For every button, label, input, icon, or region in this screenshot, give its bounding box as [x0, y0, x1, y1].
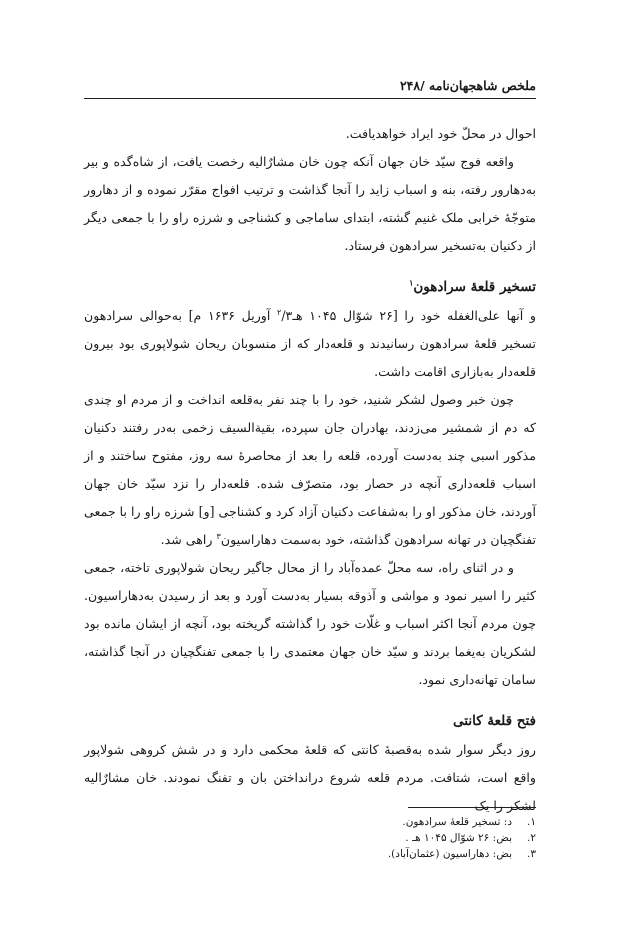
- section-heading: [84, 706, 536, 736]
- footnote-text: بض: ۲۶ شوّال ۱۰۴۵ هـ .: [405, 832, 512, 844]
- footnote-marker: ۲: [277, 307, 282, 317]
- page-body: [84, 120, 536, 820]
- paragraph-text: /۳ آوریل ۱۶۳۶ م] به‌حوالی سرادهون تسخیر قلعهٔ سرادهون رسانیدند و قلعه‌دار که از منسوبان ریحان شولاپوری بود بیرون قلعه‌دار به‌بازاری اقامت داشت.: [84, 308, 536, 379]
- paragraph: احوال در محلّ خود ایراد خواهدیافت.: [345, 126, 536, 141]
- paragraph-text: چون خبر وصول لشکر شنید، خود را با چند نفر به‌قلعه انداخت و از مردم او چندی که دم از شمشیر می‌زدند، بهادران جان سپرده، بقیةالسیف زخمی به‌در رفتند دکنیان مذکور اسبی چند به‌دست آورده، قلعه را بعد از محاصرهٔ سه روز، مفتوح ساختند و از اسباب قلعه‌داری آنچه در حصار بود، متصرّف شده. قلعه‌دار را نزد سیّد خان جهان آوردند، خان مذکور او را به‌شفاعت دکنیان آزاد کرد و کشناجی [و] شرزه راو را با جمعی تفنگچیان در تهانه سرادهون گذاشته، خود به‌سمت دهاراسیون: [84, 392, 536, 547]
- footnote-number: ۲.: [527, 832, 536, 844]
- paragraph-text: و آنها علی‌الغفله خود را [۲۶ شوّال ۱۰۴۵ هـ: [292, 308, 536, 323]
- paragraph: روز دیگر سوار شده به‌قصبهٔ کانتی که قلعهٔ محکمی دارد و در شش کروهی شولاپور واقع است، شتافت. مردم قلعه شروع درانداختن بان و تفنگ نمودند. خان مشارٌالیه لشکر را یک: [84, 742, 536, 813]
- paragraph: واقعه فوج سیّد خان جهان آنکه چون خان مشارٌالیه رخصت یافت، از شاه‌گده و بیر به‌دهارور رفته، بنه و اسباب زاید را آنجا گذاشت و ترتیب افواج مقرّر نموده و از دهارور متوجّهٔ خرابی ملک غنیم گشته، ابتدای ساماجی و کشناجی و شرزه راو را با جمعی دیگر از دکنیان به‌تسخیر سرادهون فرستاد.: [84, 154, 536, 253]
- section-heading: [84, 272, 536, 302]
- footnote: [84, 846, 536, 862]
- footnote-number: ۳.: [527, 848, 536, 860]
- footnote-marker: ۳: [216, 531, 221, 541]
- section-heading-text: فتح قلعهٔ کانتی: [453, 713, 536, 729]
- footnote: [84, 830, 536, 846]
- footnote-number: ۱.: [527, 816, 536, 828]
- footnote-divider: [408, 807, 536, 808]
- footnote-text: د: تسخیر قلعهٔ سرادهون.: [402, 816, 512, 828]
- section-heading-text: تسخیر قلعهٔ سرادهون: [413, 279, 536, 295]
- running-title: ملخص شاهجهان‌نامه /۲۴۸: [399, 78, 536, 93]
- footnote-text: بض: دهاراسیون (عثمان‌آباد).: [387, 848, 512, 860]
- footnotes: [84, 814, 536, 862]
- paragraph: و در اثنای راه، سه محلّ عمده‌آباد را از محال جاگیر ریحان شولاپوری تاخته، جمعی کثیر را اسیر نمود و مواشی و آذوقه بسیار به‌دست آورد و بعد از رسیدن به‌دهاراسیون. چون مردم آنجا اکثر اسباب و غلّات خود را گذاشته گریخته بود، آنچه از ایشان مانده بود لشکریان به‌یغما بردند و سیّد خان جهان معتمدی را با جمعی تفنگچیان در آنجا گذاشته، سامان تهانه‌داری نمود.: [84, 560, 536, 687]
- paragraph: [84, 302, 536, 386]
- paragraph: [84, 386, 536, 554]
- footnote-marker: ۱: [409, 277, 414, 288]
- running-header: [84, 76, 536, 99]
- footnote: [84, 814, 536, 830]
- paragraph-text: راهی شد.: [160, 532, 217, 547]
